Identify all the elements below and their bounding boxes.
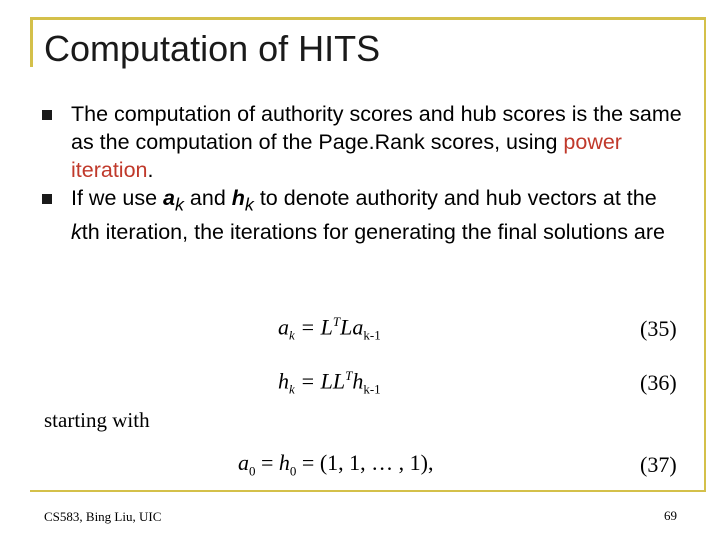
footer-page-number: 69: [664, 508, 677, 523]
bullet-text-1-part: The computation of authority scores and hub scores is the same as the computation of the Page.Rank scores, using: [71, 102, 682, 154]
hub-vector-symbol: h: [231, 186, 245, 210]
eq37-h-sub: 0: [289, 463, 297, 479]
frame-bottom-line: [30, 490, 706, 492]
bullet-text-2: [71, 184, 682, 246]
eq37-h: h: [278, 450, 290, 475]
frame-right-line: [704, 17, 706, 492]
eq37-eq1: =: [255, 450, 279, 475]
bullet-square-icon: [42, 110, 52, 120]
authority-vector-symbol: a: [163, 186, 175, 210]
eq35-rhs-sub: k-1: [363, 327, 381, 343]
equation-36: [278, 368, 381, 398]
equation-37: [238, 450, 433, 479]
eq35-sup: T: [332, 314, 341, 329]
bullet-text-1: [71, 100, 682, 184]
iteration-index: k: [71, 220, 82, 245]
slide-title: Computation of HITS: [44, 28, 381, 69]
bullet-text-2-part: and: [183, 186, 232, 210]
eq37-a-sub: 0: [249, 463, 256, 479]
eq37-rhs: = (1, 1, … , 1),: [296, 450, 434, 475]
footer-course: CS583, Bing Liu, UIC: [44, 509, 162, 524]
equation-number-37: (37): [640, 452, 677, 477]
eq36-rhs-sub: k-1: [363, 381, 381, 397]
eq36-lhs-sub: k: [289, 381, 295, 397]
equation-number-36: (36): [640, 370, 677, 395]
bullet-text-2-part: to denote authority and hub vectors at the: [253, 186, 657, 210]
starting-with-label: starting with: [44, 408, 150, 432]
eq35-eq: = L: [294, 314, 333, 340]
authority-subscript: k: [174, 194, 184, 215]
equation-number-35: (35): [640, 316, 677, 341]
eq35-lhs: a: [278, 314, 289, 340]
hub-subscript: k: [244, 194, 254, 215]
equation-35: [278, 314, 381, 344]
bullet-text-2-part: If we use: [71, 186, 164, 210]
bullet-square-icon: [42, 194, 52, 204]
frame-top-line: [30, 17, 706, 20]
eq36-sup: T: [345, 368, 353, 383]
eq35-lhs-sub: k: [289, 327, 295, 343]
power-iteration-highlight: power iteration: [71, 130, 622, 182]
eq36-mid: h: [352, 368, 364, 394]
eq37-a: a: [238, 450, 249, 475]
eq36-lhs: h: [278, 368, 289, 394]
bullet-text-1-end: .: [147, 158, 154, 182]
bullet-item-2: [42, 184, 682, 246]
eq35-mid: La: [340, 314, 364, 340]
bullet-item-1: [42, 100, 682, 184]
frame-left-line: [30, 17, 33, 67]
bullet-text-2-end: th iteration, the iterations for generating the final solutions are: [81, 220, 665, 245]
bullet-list: [42, 100, 682, 246]
eq36-eq: = LL: [294, 368, 346, 394]
